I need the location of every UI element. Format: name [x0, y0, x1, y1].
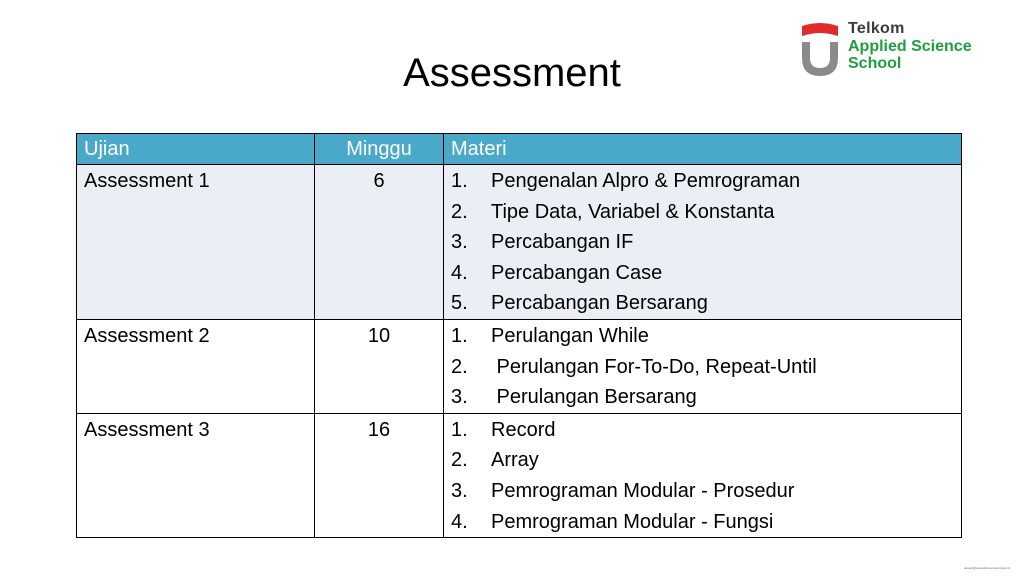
topic-text: Pengenalan Alpro & Pemrograman	[491, 170, 801, 192]
topic-text: Pemrograman Modular - Fungsi	[491, 510, 774, 533]
table-row	[77, 413, 962, 537]
topic-text: Percabangan Case	[491, 261, 663, 284]
header-materi: Materi	[444, 134, 962, 165]
logo-brand: Telkom	[848, 20, 905, 37]
topic-number: 3.	[451, 231, 468, 254]
topic-list	[451, 321, 954, 413]
topic-item	[451, 227, 954, 258]
topic-text: Tipe Data, Variabel & Konstanta	[491, 200, 775, 223]
topic-number: 4.	[451, 510, 468, 533]
topic-item	[451, 352, 954, 383]
exam-cell: Assessment 2	[77, 319, 315, 413]
topic-item	[451, 288, 954, 319]
header-ujian: Ujian	[77, 134, 315, 165]
topic-number: 2.	[451, 200, 468, 223]
topic-list	[451, 415, 954, 537]
logo-line-2: School	[848, 55, 902, 72]
topic-number: 4.	[451, 261, 468, 284]
topic-number: 3.	[451, 479, 468, 502]
table-row	[77, 165, 962, 320]
topic-text: Percabangan Bersarang	[491, 292, 708, 315]
topic-item	[451, 321, 954, 352]
assessment-table	[76, 133, 962, 538]
topic-item	[451, 507, 954, 538]
topic-item	[451, 258, 954, 289]
topic-number: 2.	[451, 355, 468, 378]
topic-text: Pemrograman Modular - Prosedur	[491, 479, 795, 502]
topic-text: Perulangan For-To-Do, Repeat-Until	[491, 355, 817, 378]
topics-cell	[444, 413, 962, 537]
topic-item	[451, 415, 954, 446]
week-cell: 10	[315, 319, 444, 413]
table-row	[77, 319, 962, 413]
topic-list	[451, 166, 954, 319]
exam-cell: Assessment 1	[77, 165, 315, 320]
exam-cell: Assessment 3	[77, 413, 315, 537]
logo-line-1: Applied Science	[848, 38, 972, 55]
topics-cell	[444, 319, 962, 413]
week-cell: 6	[315, 165, 444, 320]
topic-number: 1.	[451, 170, 468, 192]
topic-text: Perulangan While	[491, 324, 649, 347]
topic-item	[451, 166, 954, 197]
topic-text: Record	[491, 418, 556, 441]
topic-number: 1.	[451, 418, 468, 441]
topic-text: Array	[491, 449, 539, 472]
topic-item	[451, 445, 954, 476]
topic-item	[451, 382, 954, 413]
week-cell: 16	[315, 413, 444, 537]
table-header-row	[77, 134, 962, 165]
topic-number: 5.	[451, 292, 468, 315]
topic-number: 1.	[451, 324, 468, 347]
topic-text: Percabangan IF	[491, 231, 634, 254]
telkom-logo	[800, 20, 1000, 80]
telkom-u-icon	[800, 22, 840, 78]
header-minggu: Minggu	[315, 134, 444, 165]
topic-text: Perulangan Bersarang	[491, 386, 697, 409]
topic-number: 3.	[451, 386, 468, 409]
topic-item	[451, 197, 954, 228]
topics-cell	[444, 165, 962, 320]
slide-title: Assessment	[403, 51, 621, 95]
topic-number: 2.	[451, 449, 468, 472]
topic-item	[451, 476, 954, 507]
footer-url: dosen@tass.telkomuniversity.ac.id	[963, 566, 1010, 570]
